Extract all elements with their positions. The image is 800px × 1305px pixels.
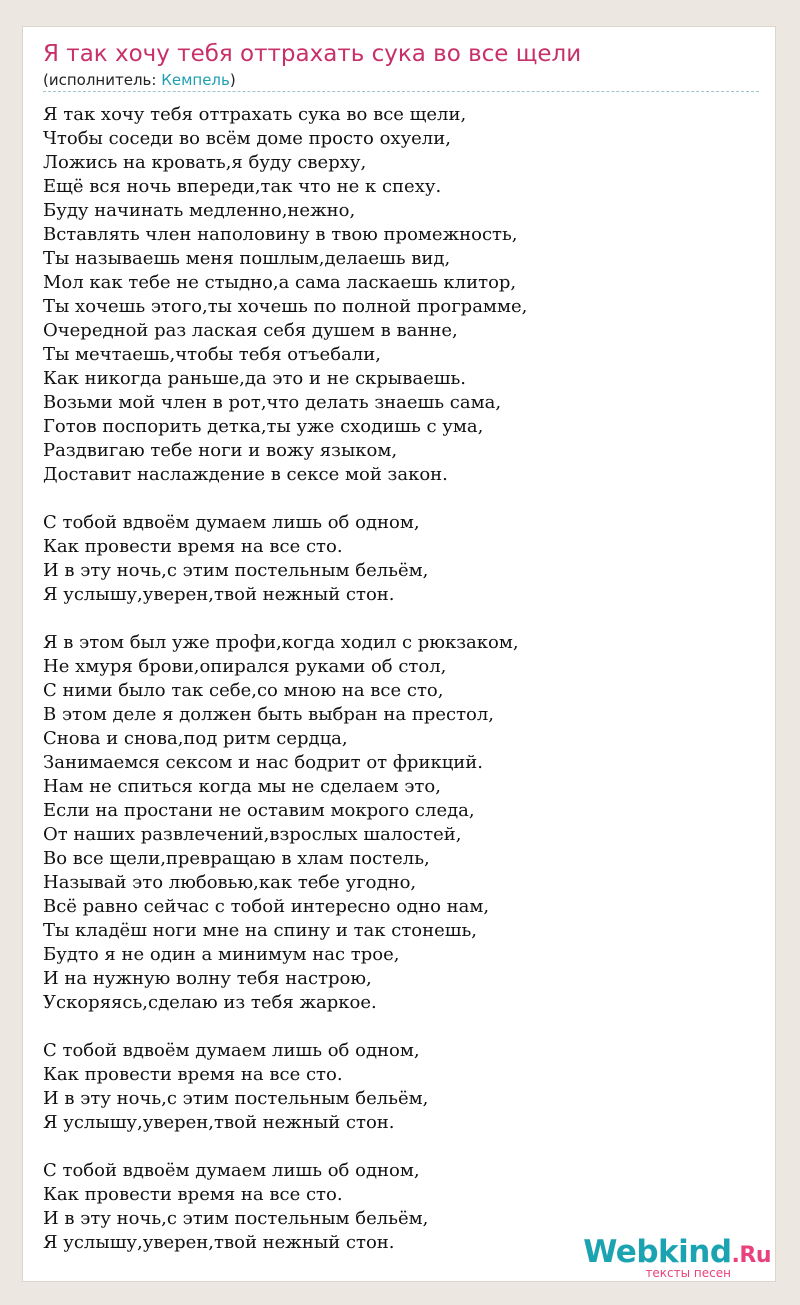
lyric-line: С тобой вдвоём думаем лишь об одном, [43, 512, 420, 533]
logo-tld: .Ru [731, 1243, 771, 1268]
lyrics-stanza [43, 511, 527, 607]
artist-suffix: ) [229, 71, 236, 89]
lyric-line: И в эту ночь,с этим постельным бельём, [43, 1088, 429, 1109]
lyric-line: Я услышу,уверен,твой нежный стон. [43, 1112, 395, 1133]
lyric-line: Очередной раз лаская себя душем в ванне, [43, 320, 458, 341]
logo-tagline: тексты песен [645, 1266, 731, 1280]
lyric-line: Снова и снова,под ритм сердца, [43, 728, 348, 749]
artist-link[interactable]: Кемпель [161, 71, 230, 89]
lyric-line: Во все щели,превращаю в хлам постель, [43, 848, 430, 869]
song-title: Я так хочу тебя оттрахать сука во все щели [43, 41, 582, 67]
lyric-line: Буду начинать медленно,нежно, [43, 200, 356, 221]
lyric-line: Занимаемся сексом и нас бодрит от фрикций. [43, 752, 483, 773]
lyric-line: Я услышу,уверен,твой нежный стон. [43, 584, 395, 605]
lyric-line: Не хмуря брови,опирался руками об стол, [43, 656, 447, 677]
lyric-line: Готов поспорить детка,ты уже сходишь с ума, [43, 416, 484, 437]
lyric-line: Если на простани не оставим мокрого следа, [43, 800, 475, 821]
lyric-line: Вставлять член наполовину в твою промежность, [43, 224, 518, 245]
lyrics-card [22, 26, 776, 1282]
lyric-line: Ты мечтаешь,чтобы тебя отъебали, [43, 344, 381, 365]
lyric-line: И в эту ночь,с этим постельным бельём, [43, 560, 429, 581]
lyric-line: Ложись на кровать,я буду сверху, [43, 152, 367, 173]
lyric-line: Доставит наслаждение в сексе мой закон. [43, 464, 448, 485]
lyric-line: Я в этом был уже профи,когда ходил с рюкзаком, [43, 632, 519, 653]
lyric-line: С тобой вдвоём думаем лишь об одном, [43, 1040, 420, 1061]
lyric-line: Всё равно сейчас с тобой интересно одно нам, [43, 896, 490, 917]
lyric-line: Будто я не один а минимум нас трое, [43, 944, 400, 965]
lyric-line: Мол как тебе не стыдно,а сама ласкаешь клитор, [43, 272, 517, 293]
lyric-line: И на нужную волну тебя настрою, [43, 968, 372, 989]
logo-wordmark: Webkind [583, 1234, 732, 1270]
lyric-line: Чтобы соседи во всём доме просто охуели, [43, 128, 451, 149]
lyric-line: От наших развлечений,взрослых шалостей, [43, 824, 462, 845]
lyric-line: Ты хочешь этого,ты хочешь по полной программе, [43, 296, 528, 317]
lyrics-stanza [43, 631, 527, 1015]
lyrics-body [43, 103, 527, 1279]
lyric-line: Как провести время на все сто. [43, 1184, 343, 1205]
lyrics-stanza [43, 1039, 527, 1135]
lyric-line: В этом деле я должен быть выбран на престол, [43, 704, 495, 725]
lyric-line: И в эту ночь,с этим постельным бельём, [43, 1208, 429, 1229]
lyric-line: Ещё вся ночь впереди,так что не к спеху. [43, 176, 442, 197]
artist-prefix: (исполнитель: [43, 71, 162, 89]
lyric-line: Я так хочу тебя оттрахать сука во все щели, [43, 104, 467, 125]
lyric-line: Называй это любовью,как тебе угодно, [43, 872, 417, 893]
lyric-line: Возьми мой член в рот,что делать знаешь сама, [43, 392, 502, 413]
lyric-line: С тобой вдвоём думаем лишь об одном, [43, 1160, 420, 1181]
lyric-line: Ускоряясь,сделаю из тебя жаркое. [43, 992, 377, 1013]
site-logo[interactable] [583, 1235, 771, 1279]
artist-line [43, 71, 236, 89]
lyric-line: Как провести время на все сто. [43, 536, 343, 557]
lyrics-stanza [43, 1159, 527, 1255]
title-divider [43, 91, 759, 92]
lyric-line: Ты называешь меня пошлым,делаешь вид, [43, 248, 451, 269]
lyric-line: Как никогда раньше,да это и не скрываешь. [43, 368, 467, 389]
lyric-line: Я услышу,уверен,твой нежный стон. [43, 1232, 395, 1253]
lyrics-stanza [43, 103, 527, 487]
lyric-line: Ты кладёш ноги мне на спину и так стонешь, [43, 920, 478, 941]
lyric-line: Нам не спиться когда мы не сделаем это, [43, 776, 441, 797]
lyric-line: Раздвигаю тебе ноги и вожу языком, [43, 440, 398, 461]
lyric-line: Как провести время на все сто. [43, 1064, 343, 1085]
lyric-line: С ними было так себе,со мною на все сто, [43, 680, 444, 701]
